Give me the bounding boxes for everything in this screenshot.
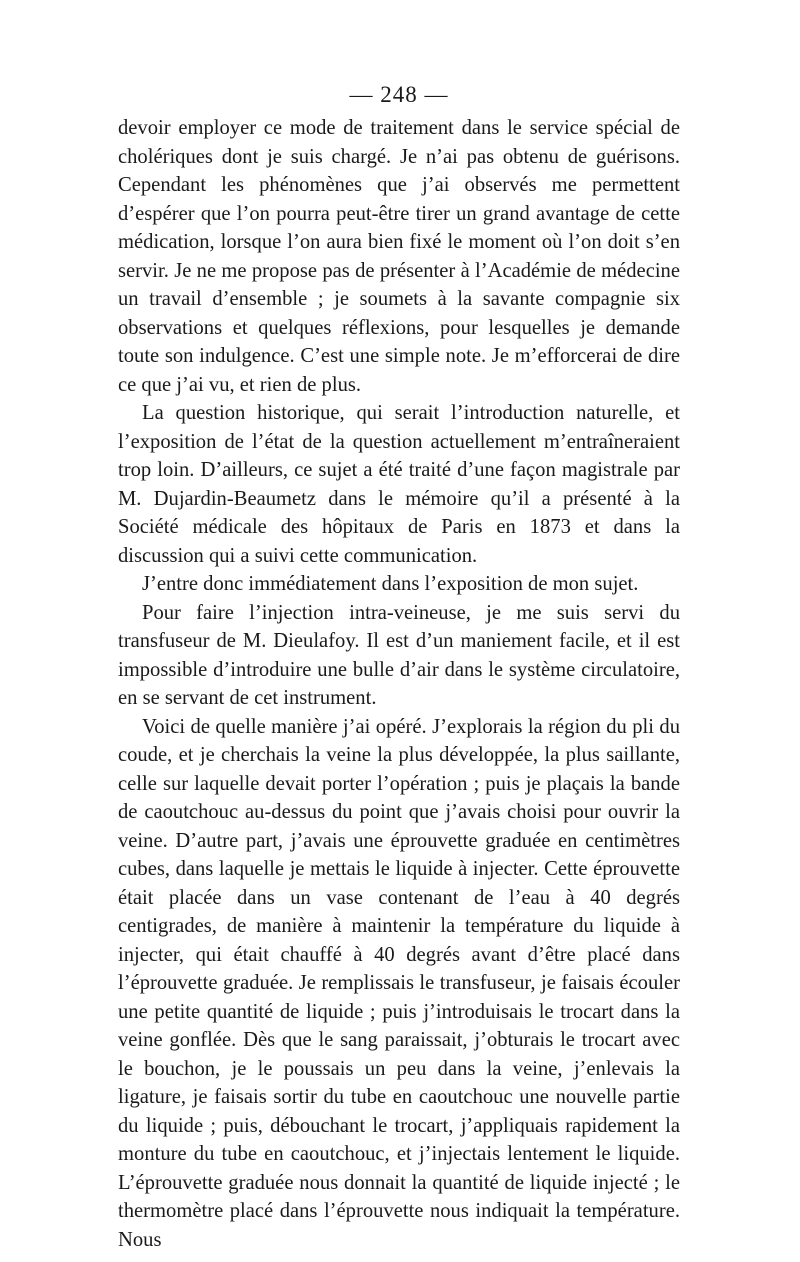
page-number: — 248 — <box>349 82 449 107</box>
paragraph-historical-question: La question historique, qui serait l’introduction naturelle, et l’exposition de l’état de la question actuellement m’entraîneraient trop loin. D’ailleurs, ce sujet a été traité d’une façon magistrale par M. Dujardin-Beaumetz dans le mémoire qu’il a présenté à la Société médicale des hôpitaux de Paris en 1873 et dans la discussion qui a suivi cette communication. <box>118 402 680 567</box>
paragraph-procedure: Voici de quelle manière j’ai opéré. J’explorais la région du pli du coude, et je cherchais la veine la plus développée, la plus saillante, celle sur laquelle devait porter l’opération ; puis je plaçais la bande de caoutchouc au-dessus du point que j’avais choisi pour ouvrir la veine. D’autre part, j’avais une éprouvette graduée en centimètres cubes, dans laquelle je mettais le liquide à injecter. Cette éprouvette était placée dans un vase contenant de l’eau à 40 degrés centigrades, de manière à maintenir la température du liquide à injecter, qui était chauffé à 40 degrés avant d’être placé dans l’éprouvette graduée. Je remplissais le transfuseur, je faisais écouler une petite quantité de liquide ; puis j’introduisais le trocart dans la veine gonflée. Dès que le sang paraissait, j’obturais le trocart avec le bouchon, je le poussais un peu dans la veine, j’enlevais la ligature, je faisais sortir du tube en caoutchouc une nouvelle partie du liquide ; puis, débouchant le trocart, j’appliquais rapidement la monture du tube en caoutchouc, et j’injectais lentement le liquide. L’éprouvette graduée nous donnait la quantité de liquide injecté ; le thermomètre placé dans l’éprouvette nous indiquait la température. Nous <box>118 715 680 1251</box>
book-page <box>118 82 680 1254</box>
paragraph-continued: devoir employer ce mode de traitement dans le service spécial de cholériques dont je suis chargé. Je n’ai pas obtenu de guérisons. Cependant les phénomènes que j’ai observés me permettent d’espérer que l’on pourra peut-être tirer un grand avantage de cette médication, lorsque l’on aura bien fixé le moment où l’on doit s’en servir. Je ne me propose pas de présenter à l’Académie de médecine un travail d’ensemble ; je soumets à la savante compagnie six observations et quelques réflexions, pour lesquelles je demande toute son indulgence. C’est une simple note. Je m’efforcerai de dire ce que j’ai vu, et rien de plus. <box>118 117 680 396</box>
paragraph-subject-entry: J’entre donc immédiatement dans l’exposition de mon sujet. <box>142 573 639 595</box>
body-text <box>118 114 680 1254</box>
paragraph-transfuser: Pour faire l’injection intra-veineuse, je me suis servi du transfuseur de M. Dieulafoy. Il est d’un maniement facile, et il est impossible d’introduire une bulle d’air dans le système circulatoire, en se servant de cet instrument. <box>118 601 680 709</box>
